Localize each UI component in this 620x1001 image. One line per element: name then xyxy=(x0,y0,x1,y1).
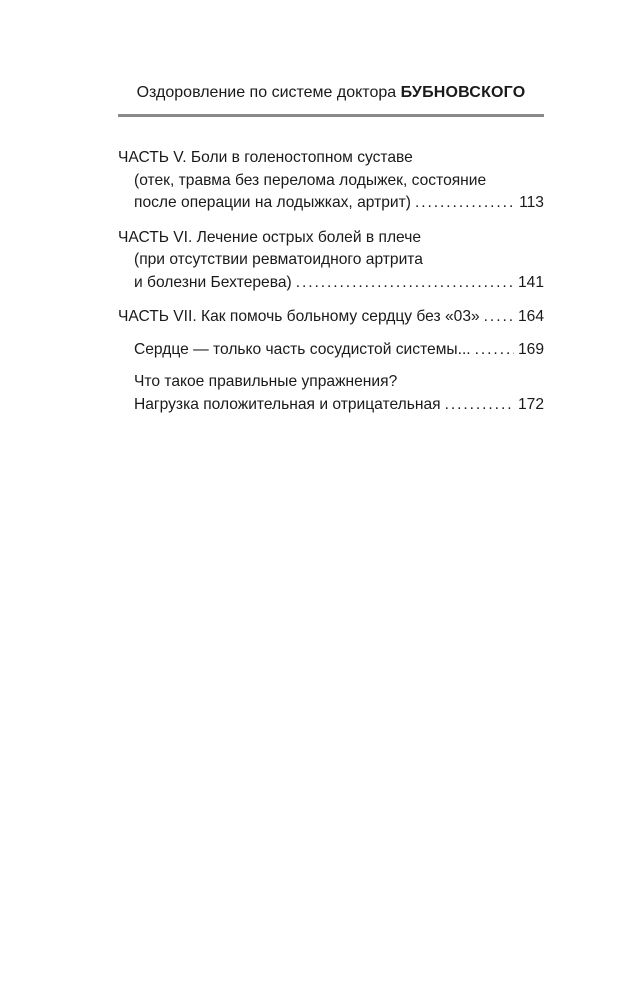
dot-leader xyxy=(475,339,514,362)
toc-entry-last-line xyxy=(118,272,544,295)
dot-leader xyxy=(484,306,514,329)
toc-entry-last-line xyxy=(118,339,544,362)
toc-entry-subtitle: после операции на лодыжках, артрит) xyxy=(134,194,411,211)
toc-entry-subtitle: (при отсутствии ревматоидного артрита xyxy=(134,251,423,268)
header-author: БУБНОВСКОГО xyxy=(400,84,526,101)
toc-entry-title: Что такое правильные упражнения? xyxy=(134,373,398,390)
header-title: Оздоровление по системе доктора xyxy=(136,84,397,101)
toc-entry-last-line xyxy=(118,394,544,417)
dot-leader xyxy=(415,192,515,215)
toc-entry-part5[interactable] xyxy=(118,147,544,215)
dot-leader xyxy=(296,272,514,295)
toc-entry-subtitle: (отек, травма без перелома лодыжек, состояние xyxy=(134,171,487,189)
toc-entry-title: ЧАСТЬ V. Боли в голеностопном суставе xyxy=(118,149,413,166)
header-rule xyxy=(118,114,544,117)
page-number: 169 xyxy=(517,340,544,358)
toc-entry-heart-section[interactable] xyxy=(118,339,544,362)
toc-entry-title: Сердце — только часть сосудистой системы... xyxy=(134,340,471,358)
table-of-contents xyxy=(118,147,544,416)
toc-entry-last-line xyxy=(118,306,544,329)
toc-entry-subtitle: и болезни Бехтерева) xyxy=(134,273,292,291)
page-number: 164 xyxy=(517,308,544,325)
toc-entry-subtitle: Нагрузка положительная и отрицательная xyxy=(134,395,441,413)
dot-leader xyxy=(445,394,514,417)
page-number: 113 xyxy=(519,194,544,211)
toc-entry-part7[interactable] xyxy=(118,306,544,329)
toc-entry-title: ЧАСТЬ VII. Как помочь больному сердцу без «03» xyxy=(118,308,480,325)
toc-entry-part6[interactable] xyxy=(118,227,544,295)
toc-entry-last-line xyxy=(118,192,544,215)
toc-entry-title: ЧАСТЬ VI. Лечение острых болей в плече xyxy=(118,228,422,246)
running-header xyxy=(118,80,544,106)
toc-entry-exercises-section[interactable] xyxy=(118,371,544,416)
page-number: 141 xyxy=(517,273,544,291)
page-number: 172 xyxy=(517,395,544,413)
